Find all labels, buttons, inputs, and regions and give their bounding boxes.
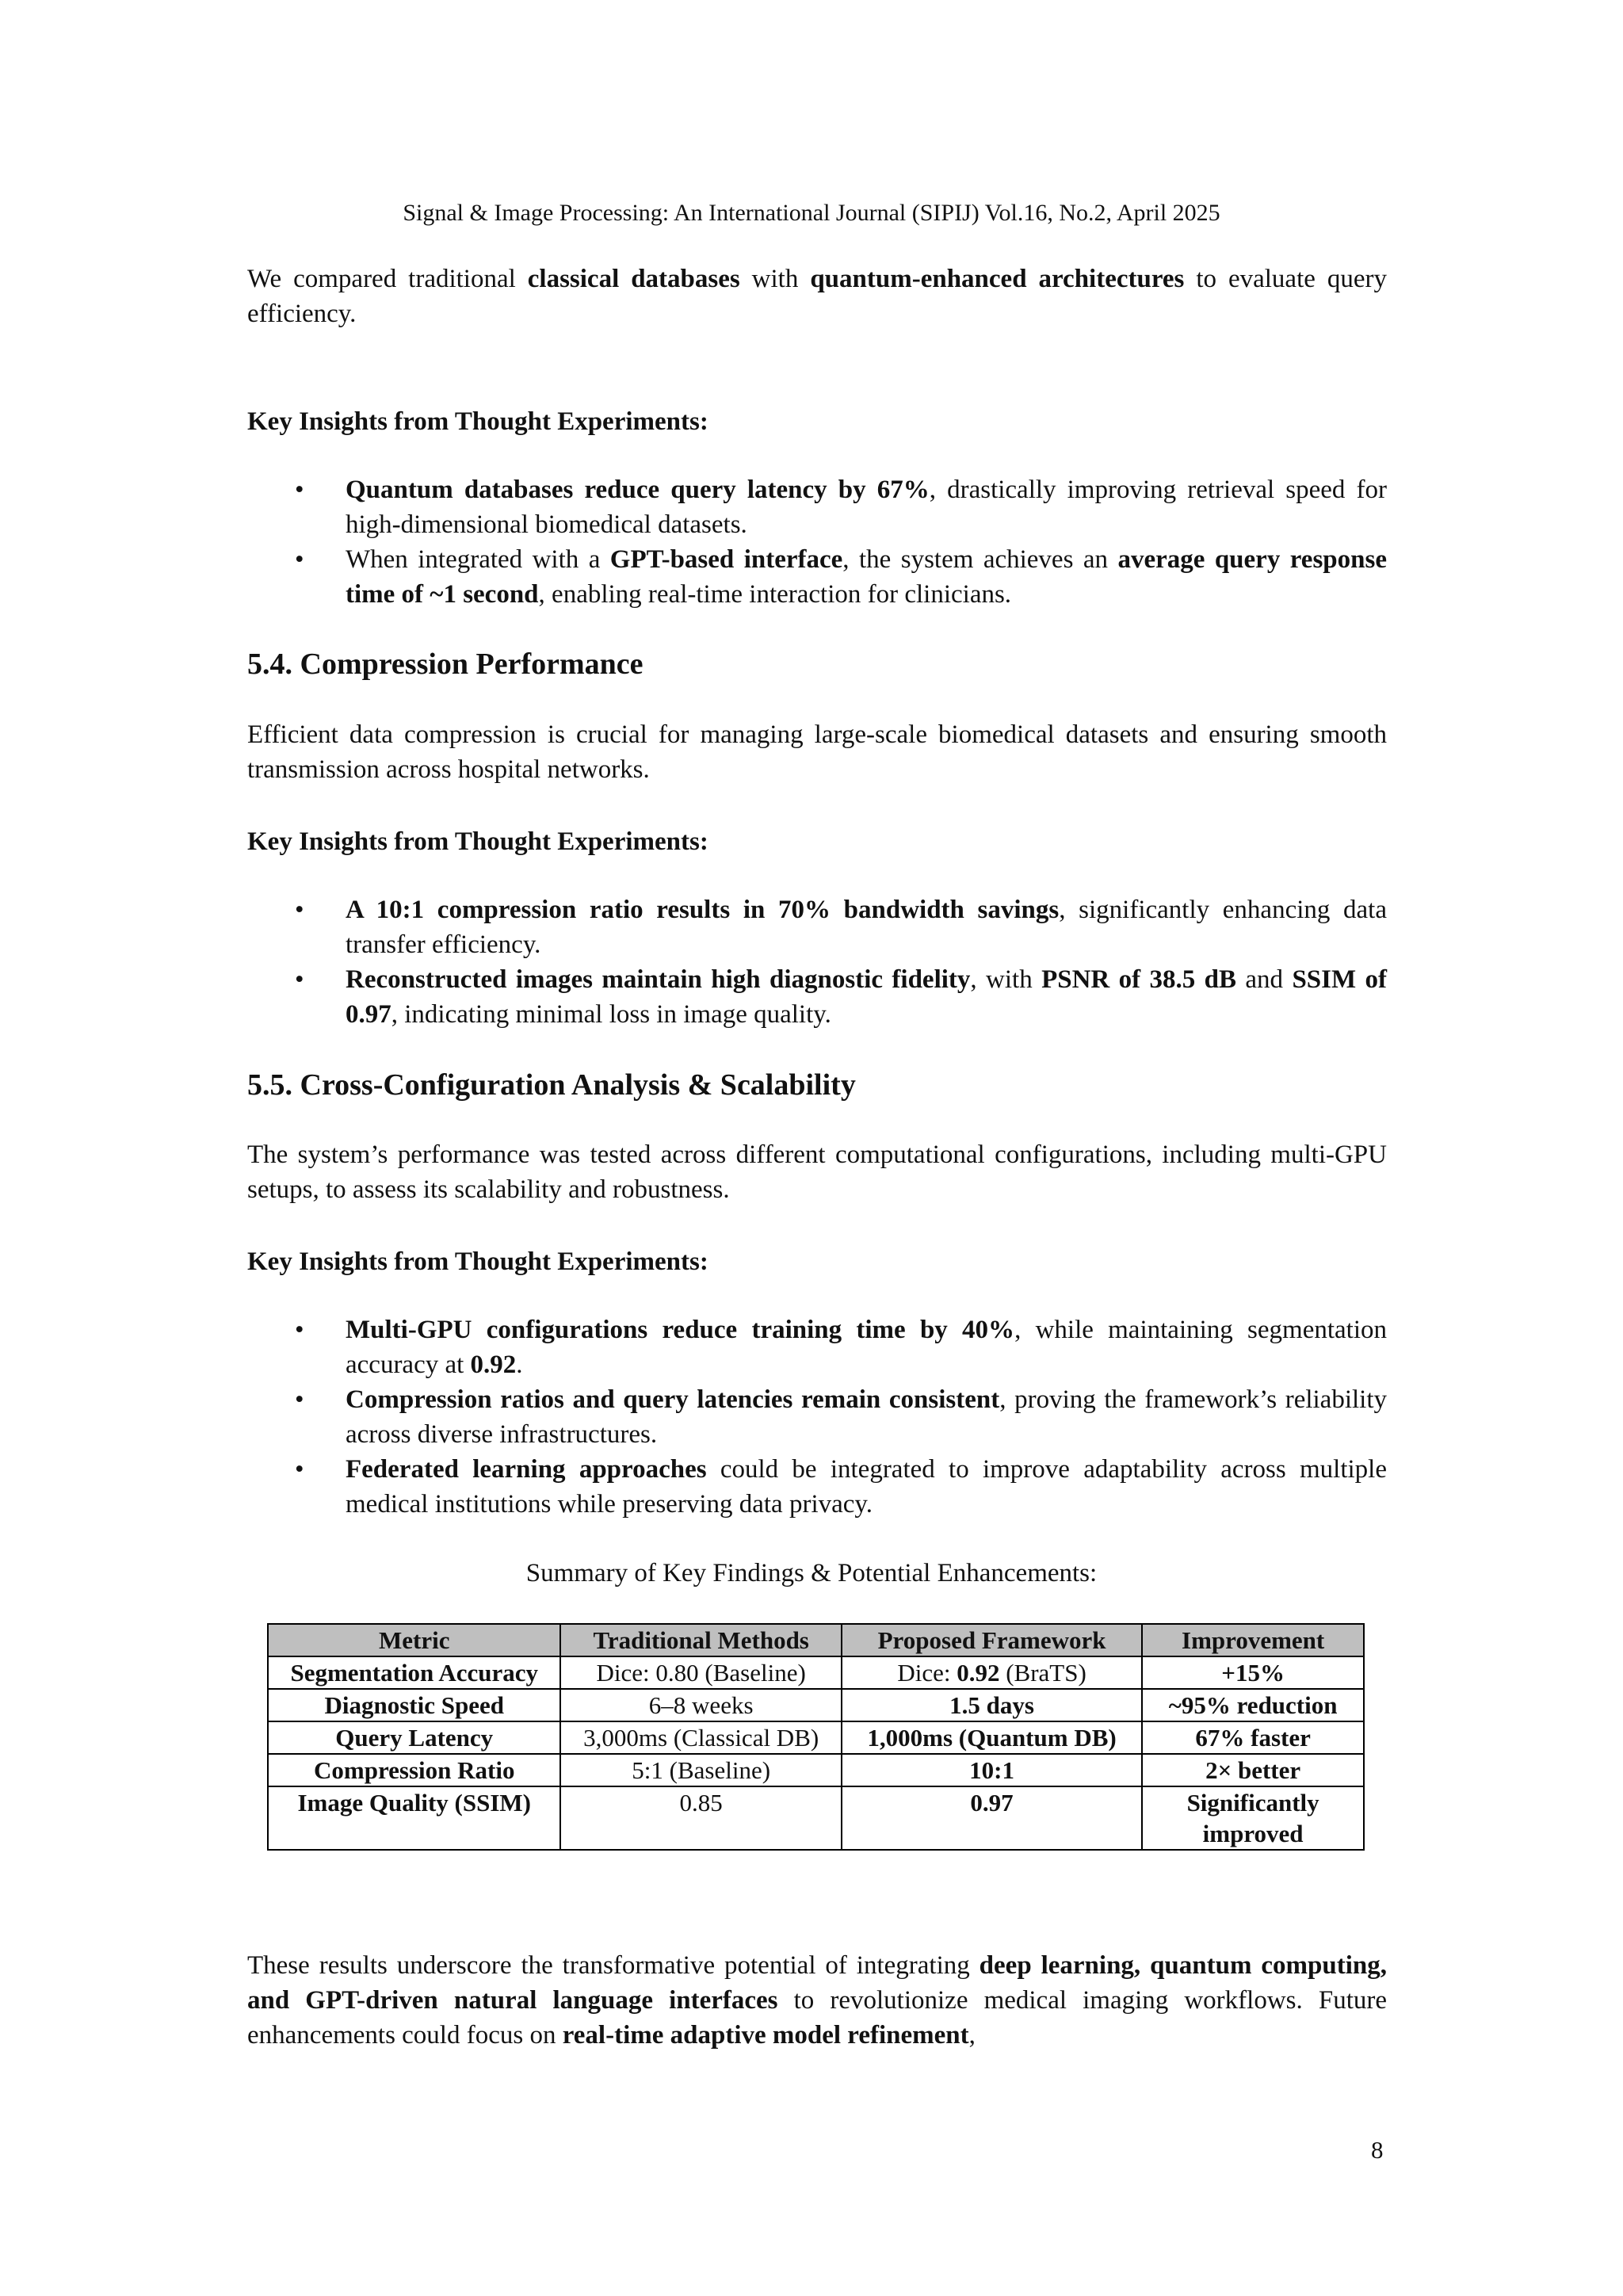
- traditional-cell: 0.85: [560, 1786, 841, 1850]
- traditional-cell: 3,000ms (Classical DB): [560, 1721, 841, 1754]
- bullet-bold: SSIM of 0.97: [346, 965, 1388, 1029]
- bullet-bold: 0.92: [470, 1350, 517, 1379]
- bullet-item: [247, 962, 1387, 1032]
- proposed-cell: 1.5 days: [842, 1689, 1142, 1721]
- bullet-text: , indicating minimal loss in image quality.: [391, 1000, 831, 1029]
- bullet-item: [247, 472, 1387, 542]
- proposed-text: (BraTS): [999, 1659, 1086, 1687]
- bullet-list-compression: [247, 892, 1387, 1032]
- metric-cell: Compression Ratio: [268, 1754, 560, 1786]
- traditional-cell: 6–8 weeks: [560, 1689, 841, 1721]
- sec54-paragraph: Efficient data compression is crucial for managing large-scale biomedical datasets and ensuring smooth transmission across hospital networks.: [247, 720, 1387, 784]
- bullet-text: , the system achieves an: [842, 545, 1118, 574]
- bullet-bold: GPT-based interface: [609, 545, 843, 574]
- bullet-list-querying: [247, 472, 1387, 612]
- key-insights-heading: Key Insights from Thought Experiments:: [247, 827, 708, 856]
- bullet-text: , enabling real-time interaction for clinicians.: [538, 580, 1012, 609]
- proposed-bold: 0.92: [957, 1659, 1000, 1687]
- conclusion-paragraph: [247, 1948, 1387, 2053]
- intro-text: with: [739, 265, 811, 293]
- summary-table: [267, 1623, 1365, 1851]
- bullet-bold: Quantum databases reduce query latency by 67%: [346, 476, 930, 504]
- metric-cell: Image Quality (SSIM): [268, 1786, 560, 1850]
- conclusion-text: to revolutionize medical imaging workflows. Future enhancements could focus on: [247, 1986, 1387, 2050]
- bullet-item: [247, 1382, 1387, 1452]
- metric-cell: Query Latency: [268, 1721, 560, 1754]
- sec55-paragraph: The system’s performance was tested across different computational configurations, including multi-GPU setups, to assess its scalability and robustness.: [247, 1140, 1387, 1204]
- bullet-bold: Multi-GPU configurations reduce training time by 40%: [346, 1316, 1015, 1344]
- table-row: [268, 1689, 1364, 1721]
- improvement-cell: Significantly improved: [1142, 1786, 1364, 1850]
- table-row: [268, 1754, 1364, 1786]
- table-row: [268, 1786, 1364, 1850]
- bullet-text: and: [1236, 965, 1293, 994]
- bullet-item: [247, 892, 1387, 962]
- intro-paragraph: [247, 262, 1387, 331]
- proposed-cell: 10:1: [842, 1754, 1142, 1786]
- page-number: 8: [1371, 2136, 1384, 2164]
- proposed-cell: 0.97: [842, 1786, 1142, 1850]
- bullet-text: When integrated with a: [346, 545, 610, 574]
- intro-text: to evaluate query efficiency.: [247, 265, 1387, 328]
- bullet-text: , significantly enhancing data transfer efficiency.: [346, 896, 1387, 959]
- section-heading-5-4: 5.4. Compression Performance: [247, 648, 643, 681]
- bullet-text: could be integrated to improve adaptability across multiple medical institutions while preserving data privacy.: [346, 1455, 1387, 1519]
- bullet-bold: Compression ratios and query latencies remain consistent: [346, 1385, 1000, 1414]
- improvement-cell: ~95% reduction: [1142, 1689, 1364, 1721]
- conclusion-text: These results underscore the transformative potential of integrating: [247, 1951, 980, 1980]
- metric-cell: Segmentation Accuracy: [268, 1656, 560, 1689]
- bullet-text: , proving the framework’s reliability across diverse infrastructures.: [346, 1385, 1387, 1449]
- column-header: Traditional Methods: [560, 1624, 841, 1656]
- bullet-text: , drastically improving retrieval speed for high-dimensional biomedical datasets.: [346, 476, 1387, 539]
- conclusion-text: ,: [968, 2021, 976, 2050]
- traditional-cell: 5:1 (Baseline): [560, 1754, 841, 1786]
- running-header: Signal & Image Processing: An International Journal (SIPIJ) Vol.16, No.2, April 2025: [403, 200, 1220, 226]
- key-insights-heading: Key Insights from Thought Experiments:: [247, 1247, 708, 1276]
- table-row: [268, 1656, 1364, 1689]
- bullet-bold: average query response time of ~1 second: [346, 545, 1387, 609]
- bullet-item: [247, 542, 1387, 612]
- improvement-cell: 2× better: [1142, 1754, 1364, 1786]
- intro-text: We compared traditional: [247, 265, 528, 293]
- bullet-text: .: [516, 1350, 523, 1379]
- improvement-cell: 67% faster: [1142, 1721, 1364, 1754]
- traditional-cell: Dice: 0.80 (Baseline): [560, 1656, 841, 1689]
- proposed-cell: 1,000ms (Quantum DB): [842, 1721, 1142, 1754]
- column-header: Proposed Framework: [842, 1624, 1142, 1656]
- conclusion-bold: real-time adaptive model refinement: [562, 2021, 969, 2050]
- metric-cell: Diagnostic Speed: [268, 1689, 560, 1721]
- conclusion-bold: deep learning, quantum computing, and GPT-driven natural language interfaces: [247, 1951, 1387, 2015]
- bullet-bold: Federated learning approaches: [346, 1455, 707, 1484]
- bullet-bold: PSNR of 38.5 dB: [1041, 965, 1237, 994]
- improvement-cell: +15%: [1142, 1656, 1364, 1689]
- bullet-bold: A 10:1 compression ratio results in 70% bandwidth savings: [346, 896, 1060, 924]
- section-heading-5-5: 5.5. Cross-Configuration Analysis & Scalability: [247, 1068, 856, 1102]
- proposed-cell: [842, 1656, 1142, 1689]
- table-caption: Summary of Key Findings & Potential Enhancements:: [525, 1559, 1098, 1587]
- table-header-row: [268, 1624, 1364, 1656]
- key-insights-heading: Key Insights from Thought Experiments:: [247, 407, 708, 436]
- intro-bold: classical databases: [527, 265, 740, 293]
- bullet-bold: Reconstructed images maintain high diagnostic fidelity: [346, 965, 971, 994]
- table-row: [268, 1721, 1364, 1754]
- column-header: Metric: [268, 1624, 560, 1656]
- bullet-item: [247, 1312, 1387, 1382]
- bullet-item: [247, 1452, 1387, 1522]
- column-header: Improvement: [1142, 1624, 1364, 1656]
- bullet-text: , while maintaining segmentation accuracy at: [346, 1316, 1387, 1379]
- intro-bold: quantum-enhanced architectures: [810, 265, 1185, 293]
- bullet-text: , with: [970, 965, 1042, 994]
- proposed-text: Dice:: [897, 1659, 957, 1687]
- bullet-list-scalability: [247, 1312, 1387, 1522]
